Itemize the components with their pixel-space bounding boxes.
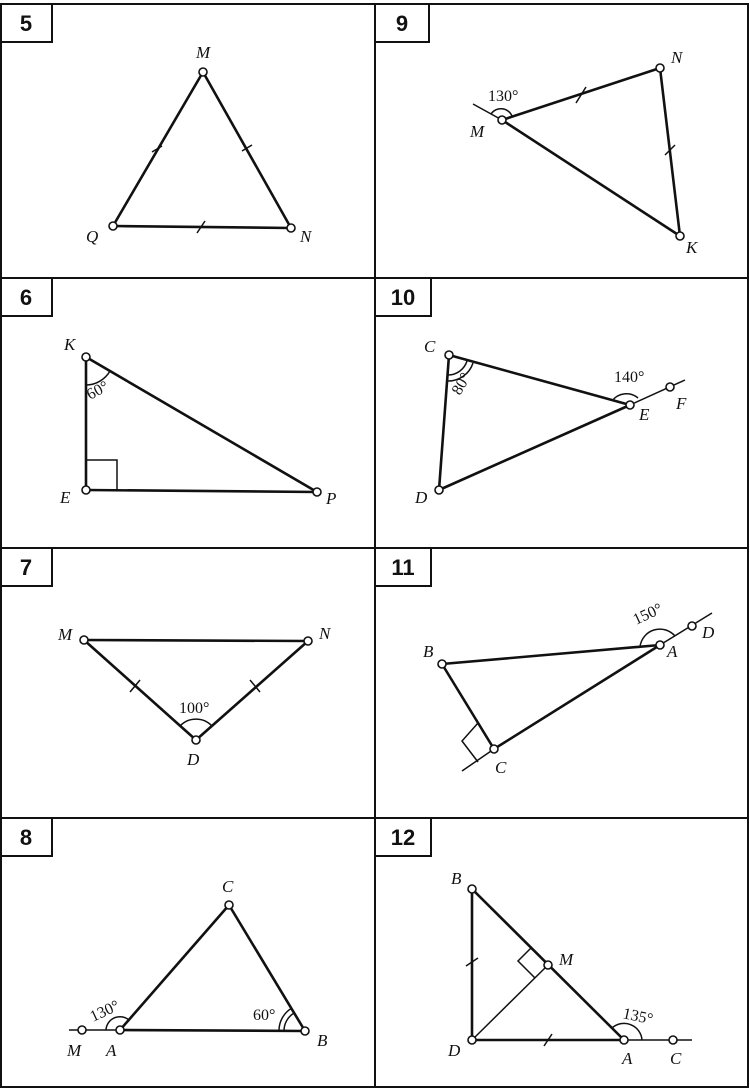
- angle-arc: [180, 719, 212, 726]
- vertex-point: [626, 401, 634, 409]
- vertex-label-m: M: [559, 950, 574, 969]
- vertex-label-k: K: [64, 335, 76, 354]
- angle-arc: [279, 1008, 292, 1031]
- panel-number: 8: [19, 825, 33, 850]
- vertex-point: [498, 116, 506, 124]
- vertex-label-m: M: [470, 122, 485, 141]
- vertex-label-k: K: [686, 238, 698, 257]
- panel-number: 12: [390, 825, 416, 850]
- vertex-point: [199, 68, 207, 76]
- vertex-label-n: N: [319, 624, 331, 643]
- vertex-point: [192, 736, 200, 744]
- vertex-point: [116, 1026, 124, 1034]
- vertex-point: [225, 901, 233, 909]
- panel-12: [375, 818, 692, 1068]
- angle-arc: [284, 1013, 294, 1031]
- vertex-point: [656, 641, 664, 649]
- panel-6: [1, 278, 336, 508]
- extension-line: [473, 104, 502, 120]
- vertex-point: [80, 636, 88, 644]
- vertex-point: [468, 1036, 476, 1044]
- vertex-point: [445, 351, 453, 359]
- vertex-label-m: M: [196, 43, 211, 62]
- triangle-mqn: [109, 68, 295, 233]
- vertex-point: [669, 1036, 677, 1044]
- panel-number: 9: [395, 11, 409, 36]
- vertex-label-c: C: [670, 1049, 682, 1068]
- panel-number: 11: [391, 555, 415, 580]
- vertex-point: [490, 745, 498, 753]
- vertex-label-m: M: [67, 1041, 82, 1060]
- vertex-point: [468, 885, 476, 893]
- angle-label-c: 80°: [448, 370, 475, 398]
- vertex-label-b: B: [451, 869, 462, 888]
- vertex-label-a: A: [106, 1041, 117, 1060]
- vertex-point: [301, 1027, 309, 1035]
- vertex-label-d: D: [187, 750, 200, 769]
- vertex-label-e: E: [639, 405, 650, 424]
- triangle-kep: [82, 353, 321, 496]
- vertex-label-a: A: [667, 642, 678, 661]
- angle-label: 150°: [630, 600, 666, 629]
- panel-10: [375, 278, 687, 507]
- angle-label-b: 60°: [253, 1007, 276, 1024]
- vertex-label-c: C: [495, 758, 507, 777]
- vertex-label-d: D: [448, 1041, 461, 1060]
- vertex-point: [109, 222, 117, 230]
- vertex-label-d: D: [415, 488, 428, 507]
- vertex-label-d: D: [702, 623, 715, 642]
- angle-label-e: 140°: [614, 369, 645, 386]
- altitude-line: [472, 965, 548, 1040]
- right-angle-mark: [86, 460, 117, 491]
- vertex-point: [438, 660, 446, 668]
- panel-number: 5: [19, 11, 33, 36]
- vertex-point: [666, 383, 674, 391]
- triangle-abd: [466, 885, 692, 1046]
- vertex-point: [304, 637, 312, 645]
- angle-label: 130°: [488, 88, 519, 105]
- vertex-label-n: N: [300, 227, 312, 246]
- vertex-label-b: B: [317, 1031, 328, 1050]
- panel-number: 6: [19, 285, 33, 310]
- vertex-point: [676, 232, 684, 240]
- vertex-label-c: C: [222, 877, 234, 896]
- vertex-point: [435, 486, 443, 494]
- vertex-label-n: N: [671, 48, 683, 67]
- panel-9: [375, 4, 699, 257]
- vertex-point: [620, 1036, 628, 1044]
- angle-label-a: 130°: [87, 997, 123, 1026]
- worksheet-grid: [1, 4, 748, 1087]
- panel-number: 7: [19, 555, 33, 580]
- panel-11: [375, 548, 715, 777]
- vertex-point: [544, 961, 552, 969]
- vertex-label-q: Q: [86, 227, 99, 246]
- vertex-label-b: B: [423, 642, 434, 661]
- extension-line: [462, 749, 494, 771]
- vertex-label-f: F: [676, 394, 687, 413]
- vertex-label-m: M: [58, 625, 73, 644]
- vertex-point: [82, 486, 90, 494]
- vertex-point: [313, 488, 321, 496]
- vertex-point: [656, 64, 664, 72]
- angle-label: 100°: [179, 700, 210, 717]
- vertex-point: [78, 1026, 86, 1034]
- right-angle-mark: [462, 723, 478, 762]
- angle-label: 135°: [621, 1005, 655, 1029]
- right-angle-mark: [518, 948, 535, 978]
- vertex-point: [287, 224, 295, 232]
- vertex-label-c: C: [424, 337, 436, 356]
- triangle-mnd: [80, 636, 312, 744]
- vertex-label-e: E: [60, 488, 71, 507]
- panel-number: 10: [390, 285, 416, 310]
- angle-label: 60°: [83, 378, 112, 404]
- vertex-label-a: A: [622, 1049, 633, 1068]
- panel-7: [1, 548, 332, 769]
- vertex-point: [82, 353, 90, 361]
- panel-8: [1, 818, 328, 1060]
- vertex-point: [688, 622, 696, 630]
- triangle-abc: [438, 613, 712, 771]
- panel-5: [1, 4, 313, 246]
- vertex-label-p: P: [326, 489, 337, 508]
